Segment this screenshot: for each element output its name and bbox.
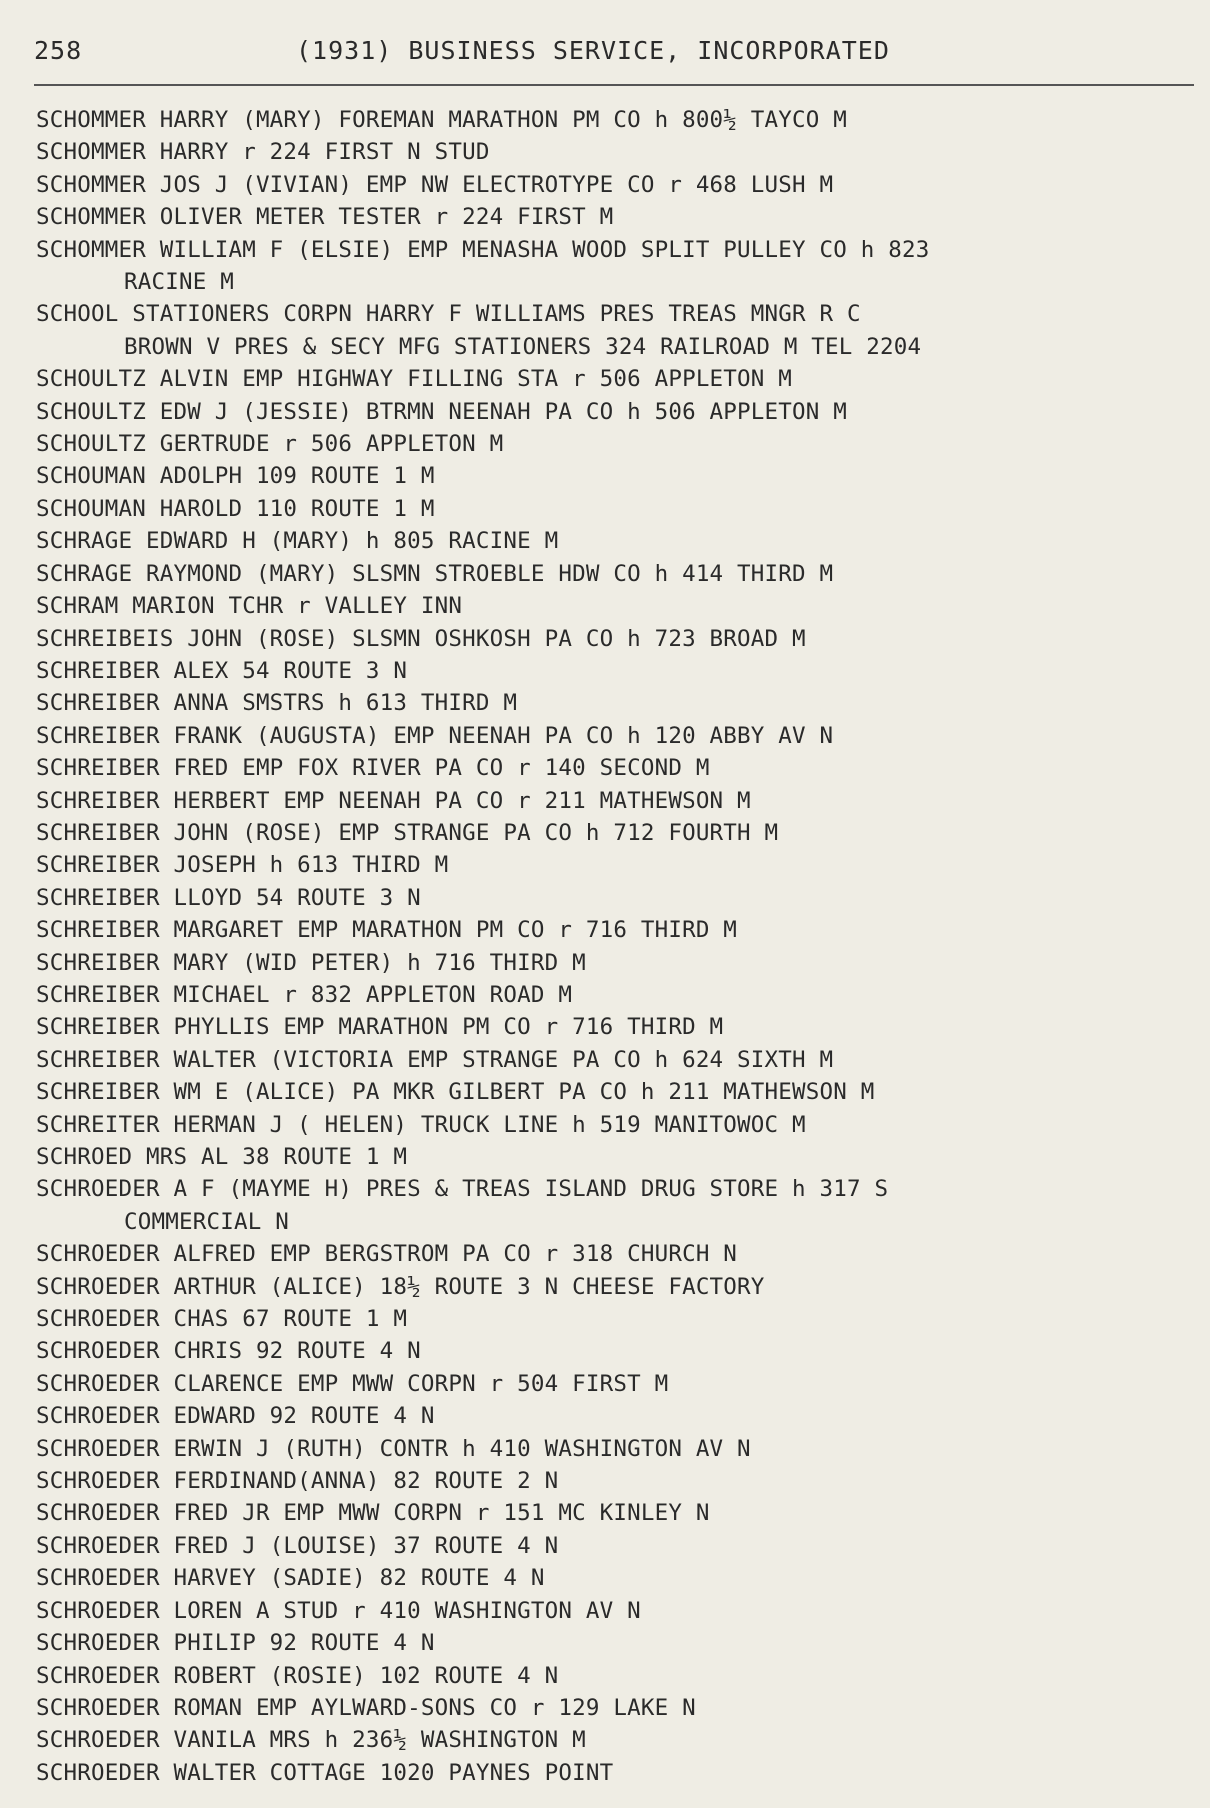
- directory-entry: SCHREIBER WALTER (VICTORIA EMP STRANGE PA CO h 624 SIXTH M: [36, 1046, 834, 1073]
- directory-entry: SCHROEDER FRED JR EMP MWW CORPN r 151 MC KINLEY N: [36, 1500, 710, 1527]
- directory-entry: SCHREIBER MICHAEL r 832 APPLETON ROAD M: [36, 981, 573, 1008]
- directory-entry: SCHOOL STATIONERS CORPN HARRY F WILLIAMS PRES TREAS MNGR R C: [36, 301, 861, 328]
- directory-entry: SCHROEDER EDWARD 92 ROUTE 4 N: [36, 1403, 435, 1430]
- directory-entry: SCHOUMAN HAROLD 110 ROUTE 1 M: [36, 495, 435, 522]
- directory-entry: SCHREIBER ALEX 54 ROUTE 3 N: [36, 657, 408, 684]
- directory-entry: SCHREIBER PHYLLIS EMP MARATHON PM CO r 716 THIRD M: [36, 1014, 724, 1041]
- directory-entry: SCHRAGE RAYMOND (MARY) SLSMN STROEBLE HDW CO h 414 THIRD M: [36, 560, 834, 587]
- directory-entry: SCHOMMER JOS J (VIVIAN) EMP NW ELECTROTYPE CO r 468 LUSH M: [36, 171, 834, 198]
- directory-entry: SCHREIBER JOHN (ROSE) EMP STRANGE PA CO h 712 FOURTH M: [36, 819, 779, 846]
- page-title: (1931) BUSINESS SERVICE, INCORPORATED: [296, 36, 890, 65]
- directory-entries: [36, 104, 1186, 1789]
- directory-entry: SCHREIBER FRED EMP FOX RIVER PA CO r 140 SECOND M: [36, 755, 710, 782]
- directory-entry: SCHROEDER FRED J (LOUISE) 37 ROUTE 4 N: [36, 1532, 559, 1559]
- directory-entry: SCHROEDER CHAS 67 ROUTE 1 M: [36, 1306, 408, 1333]
- directory-entry: SCHOULTZ EDW J (JESSIE) BTRMN NEENAH PA CO h 506 APPLETON M: [36, 398, 848, 425]
- directory-entry: SCHREIBER JOSEPH h 613 THIRD M: [36, 852, 449, 879]
- directory-entry: SCHROEDER CHRIS 92 ROUTE 4 N: [36, 1338, 421, 1365]
- directory-entry: SCHREIBER MARY (WID PETER) h 716 THIRD M: [36, 949, 586, 976]
- directory-entry: SCHREIBER MARGARET EMP MARATHON PM CO r 716 THIRD M: [36, 917, 738, 944]
- page-number: 258: [34, 36, 83, 65]
- directory-entry: SCHOMMER OLIVER METER TESTER r 224 FIRST M: [36, 204, 614, 231]
- directory-entry: SCHOMMER WILLIAM F (ELSIE) EMP MENASHA WOOD SPLIT PULLEY CO h 823: [36, 236, 930, 263]
- directory-entry: SCHROEDER FERDINAND(ANNA) 82 ROUTE 2 N: [36, 1468, 559, 1495]
- directory-entry-continuation: BROWN V PRES & SECY MFG STATIONERS 324 RAILROAD M TEL 2204: [124, 333, 922, 360]
- directory-entry: SCHREIBER HERBERT EMP NEENAH PA CO r 211 MATHEWSON M: [36, 787, 751, 814]
- directory-entry: SCHROEDER ARTHUR (ALICE) 18½ ROUTE 3 N CHEESE FACTORY: [36, 1273, 765, 1300]
- directory-entry: SCHREIBEIS JOHN (ROSE) SLSMN OSHKOSH PA CO h 723 BROAD M: [36, 625, 806, 652]
- directory-entry-continuation: RACINE M: [124, 269, 234, 296]
- directory-entry: SCHROED MRS AL 38 ROUTE 1 M: [36, 1144, 408, 1170]
- directory-entry: SCHRAGE EDWARD H (MARY) h 805 RACINE M: [36, 528, 559, 555]
- directory-entry: SCHROEDER WALTER COTTAGE 1020 PAYNES POINT: [36, 1759, 614, 1786]
- directory-entry: SCHRAM MARION TCHR r VALLEY INN: [36, 593, 463, 620]
- directory-entry: SCHROEDER ALFRED EMP BERGSTROM PA CO r 318 CHURCH N: [36, 1241, 738, 1268]
- directory-entry: SCHROEDER LOREN A STUD r 410 WASHINGTON AV N: [36, 1597, 641, 1624]
- directory-entry: SCHROEDER ERWIN J (RUTH) CONTR h 410 WASHINGTON AV N: [36, 1435, 751, 1462]
- directory-entry: SCHOMMER HARRY (MARY) FOREMAN MARATHON PM CO h 800½ TAYCO M: [36, 107, 848, 133]
- directory-entry: SCHOULTZ GERTRUDE r 506 APPLETON M: [36, 431, 504, 458]
- header-rule: [34, 84, 1194, 86]
- directory-entry: SCHOUMAN ADOLPH 109 ROUTE 1 M: [36, 463, 435, 490]
- directory-entry: SCHREIBER WM E (ALICE) PA MKR GILBERT PA CO h 211 MATHEWSON M: [36, 1079, 875, 1106]
- directory-entry: SCHOULTZ ALVIN EMP HIGHWAY FILLING STA r 506 APPLETON M: [36, 366, 793, 393]
- directory-entry: SCHROEDER VANILA MRS h 236½ WASHINGTON M: [36, 1727, 586, 1754]
- directory-entry: SCHREIBER FRANK (AUGUSTA) EMP NEENAH PA CO h 120 ABBY AV N: [36, 722, 834, 749]
- directory-entry: SCHOMMER HARRY r 224 FIRST N STUD: [36, 139, 490, 166]
- directory-entry: SCHREITER HERMAN J ( HELEN) TRUCK LINE h 519 MANITOWOC M: [36, 1111, 806, 1138]
- directory-entry: SCHROEDER ROBERT (ROSIE) 102 ROUTE 4 N: [36, 1662, 559, 1689]
- directory-entry: SCHROEDER A F (MAYME H) PRES & TREAS ISLAND DRUG STORE h 317 S: [36, 1176, 889, 1203]
- directory-entry-continuation: COMMERCIAL N: [124, 1208, 289, 1235]
- directory-entry: SCHROEDER ROMAN EMP AYLWARD-SONS CO r 129 LAKE N: [36, 1694, 696, 1721]
- directory-entry: SCHROEDER PHILIP 92 ROUTE 4 N: [36, 1630, 435, 1657]
- directory-entry: SCHREIBER ANNA SMSTRS h 613 THIRD M: [36, 690, 518, 717]
- directory-entry: SCHREIBER LLOYD 54 ROUTE 3 N: [36, 884, 421, 911]
- directory-entry: SCHROEDER HARVEY (SADIE) 82 ROUTE 4 N: [36, 1565, 545, 1592]
- directory-entry: SCHROEDER CLARENCE EMP MWW CORPN r 504 FIRST M: [36, 1370, 669, 1397]
